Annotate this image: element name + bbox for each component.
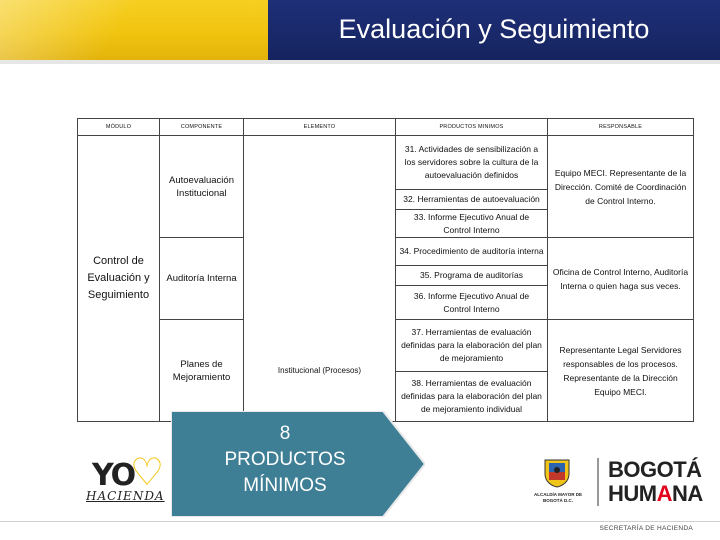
callout-line-minimos: MÍNIMOS <box>243 475 327 496</box>
table-row <box>78 136 694 190</box>
products-table <box>77 118 694 422</box>
producto-36: 36. Informe Ejecutivo Anual de Control Interno <box>396 286 548 320</box>
header-componente: COMPONENTE <box>160 119 244 136</box>
componente-planes: Planes de Mejoramiento <box>160 320 244 422</box>
header-responsable: RESPONSABLE <box>548 119 694 136</box>
producto-37: 37. Herramientas de evaluación definidas para la elaboración del plan de mejoramiento <box>396 320 548 372</box>
producto-31: 31. Actividades de sensibilización a los servidores sobre la cultura de la autoevaluación definidos <box>396 136 548 190</box>
componente-auditoria: Auditoría Interna <box>160 238 244 320</box>
callout-text <box>171 421 399 499</box>
logo-hacienda-text: HACIENDA <box>86 489 165 503</box>
yo-hacienda-logo <box>86 448 166 510</box>
elemento-empty-cell <box>244 136 396 320</box>
producto-33: 33. Informe Ejecutivo Anual de Control Interno <box>396 210 548 238</box>
producto-38: 38. Herramientas de evaluación definidas para la elaboración del plan de mejoramiento individual <box>396 372 548 422</box>
heart-icon: ♡ <box>130 452 165 494</box>
producto-32: 32. Herramientas de autoevaluación <box>396 190 548 210</box>
header-elemento: ELEMENTO <box>244 119 396 136</box>
logo-separator <box>597 458 599 506</box>
callout-line-productos: PRODUCTOS <box>224 449 346 470</box>
responsable-planes: Representante Legal Servidores responsables de los procesos. Representante de la Dirección Equipo MECI. <box>548 320 694 422</box>
header-productos: PRODUCTOS MINIMOS <box>396 119 548 136</box>
header-divider <box>0 60 720 64</box>
bogota-text: BOGOTÁ <box>608 457 702 482</box>
callout-number: 8 <box>279 423 291 444</box>
humana-part-1: HUM <box>608 481 657 506</box>
logo-yo-text: YO <box>92 458 135 493</box>
slide-title: Evaluación y Seguimiento <box>338 14 650 44</box>
footer-label: SECRETARÍA DE HACIENDA <box>599 525 693 532</box>
footer-divider <box>0 521 720 522</box>
componente-autoevaluacion: Autoevaluación Institucional <box>160 136 244 238</box>
table-row <box>78 320 694 372</box>
alcaldia-label: ALCALDÍA MAYOR DE BOGOTÁ D.C. <box>534 492 582 503</box>
humana-text <box>608 481 703 507</box>
producto-34: 34. Procedimiento de auditoría interna <box>396 238 548 266</box>
bogota-seal-icon <box>540 458 574 488</box>
header-yellow-band <box>0 0 268 60</box>
elemento-institucional: Institucional (Procesos) <box>244 320 396 422</box>
responsable-auditoria: Oficina de Control Interno, Auditoría Interna o quien haga sus veces. <box>548 238 694 320</box>
table-header-row <box>78 119 694 136</box>
modulo-cell: Control de Evaluación y Seguimiento <box>78 136 160 422</box>
responsable-autoevaluacion: Equipo MECI. Representante de la Dirección. Comité de Coordinación de Control Interno. <box>548 136 694 238</box>
humana-part-3: NA <box>672 481 703 506</box>
humana-part-2: A <box>656 481 672 506</box>
header-modulo: MÓDULO <box>78 119 160 136</box>
producto-35: 35. Programa de auditorías <box>396 266 548 286</box>
